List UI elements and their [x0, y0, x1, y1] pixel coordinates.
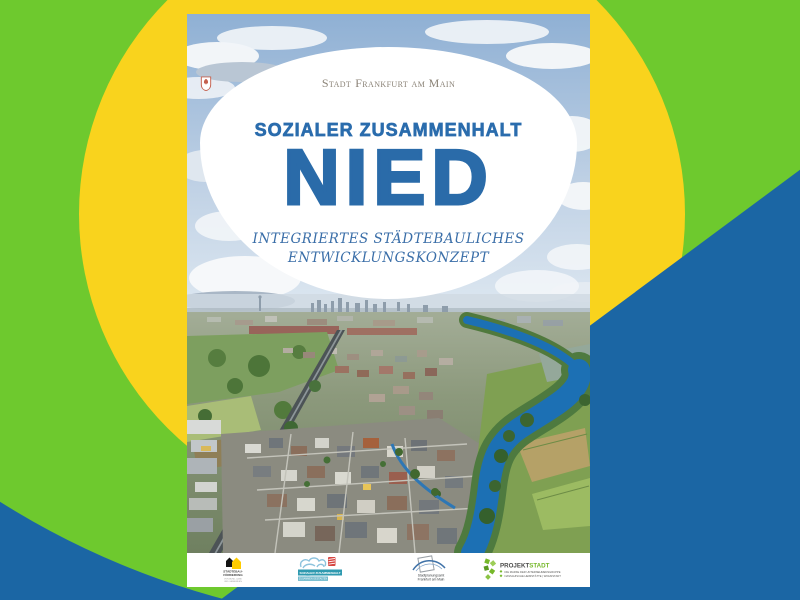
- logo-hessen-sozialer-zusammenhalt: [295, 553, 347, 587]
- svg-text:UND GEMEINDEN: UND GEMEINDEN: [224, 581, 242, 583]
- svg-text:Stadtplanungsamt: Stadtplanungsamt: [417, 573, 445, 578]
- logo-stadtplanungsamt: [409, 553, 453, 587]
- aerial-photo: [187, 14, 590, 553]
- svg-text:NASSAUISCHE HEIMSTÄTTE | WOHNS: NASSAUISCHE HEIMSTÄTTE | WOHNSTADT: [504, 575, 561, 579]
- frankfurt-crest-icon: [200, 76, 212, 91]
- svg-text:FÖRDERUNG: FÖRDERUNG: [223, 573, 243, 577]
- cover-title: NIED: [283, 133, 494, 221]
- stadt-frankfurt-word1: Stadt: [321, 76, 352, 90]
- cover-subtitle: [200, 230, 577, 268]
- partner-logo-strip: [187, 553, 590, 587]
- svg-text:ZUSAMMEN GESTALTEN: ZUSAMMEN GESTALTEN: [298, 577, 328, 581]
- svg-text:VON BUND, LAND: VON BUND, LAND: [224, 578, 242, 581]
- logo-staedtebaufoerderung: [213, 553, 253, 587]
- cover-subtitle-line2: ENTWICKLUNGSKONZEPT: [287, 250, 490, 266]
- pinwheel-icon: [484, 558, 497, 579]
- logo-projektstadt: [481, 553, 569, 587]
- program-kicker: SOZIALER ZUSAMMENHALT: [254, 120, 523, 140]
- svg-text:PROJEKTSTADT: PROJEKTSTADT: [500, 562, 550, 570]
- svg-text:Frankfurt am Main: Frankfurt am Main: [417, 577, 445, 582]
- cover-subtitle-line1: INTEGRIERTES STÄDTEBAULICHES: [252, 231, 525, 247]
- svg-text:DIE MARKE DER UNTERNEHMENSGRUP: DIE MARKE DER UNTERNEHMENSGRUPPE: [504, 570, 561, 574]
- stadt-frankfurt-logo: [200, 76, 577, 91]
- svg-text:SOZIALER ZUSAMMENHALT: SOZIALER ZUSAMMENHALT: [299, 570, 341, 575]
- brochure-cover: [187, 14, 590, 587]
- stadt-frankfurt-word2: Frankfurt am Main: [355, 76, 456, 90]
- svg-text:STÄDTEBAU-: STÄDTEBAU-: [223, 569, 243, 574]
- title-blob: [200, 47, 577, 299]
